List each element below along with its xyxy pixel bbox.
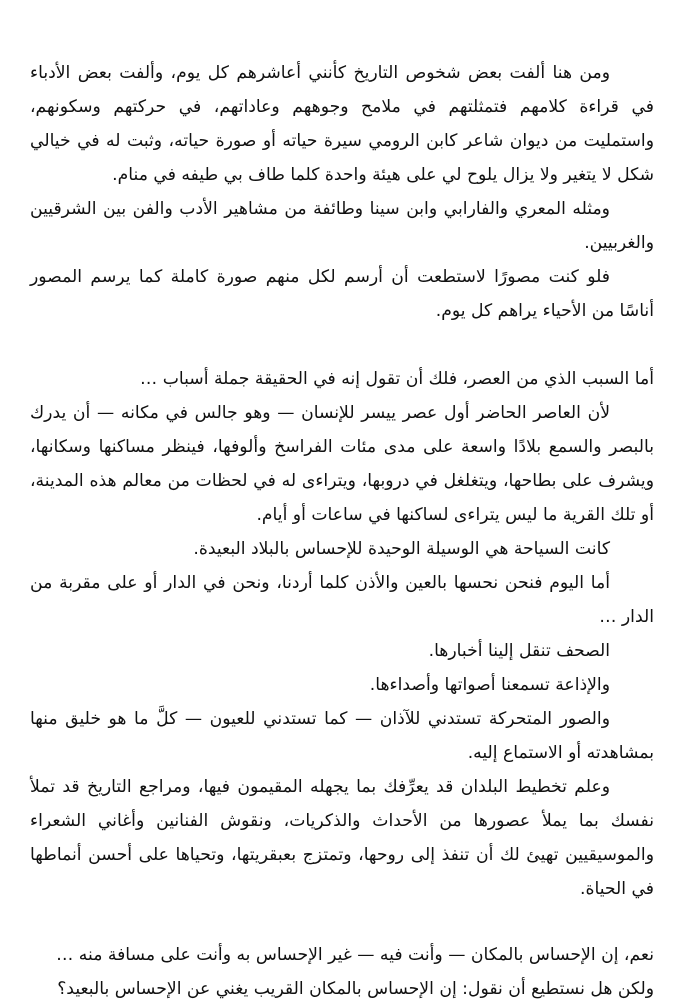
paragraph-reason-intro: أما السبب الذي من العصر، فلك أن تقول إنه في الحقيقة جملة أسباب … <box>140 369 654 389</box>
paragraph-painter: فلو كنت مصورًا لاستطعت أن أرسم لكل منهم صورة كاملة كما يرسم المصور أناسًا من الأحياء يراهم كل يوم. <box>30 267 654 321</box>
paragraph-tourism: كانت السياحة هي الوسيلة الوحيدة للإحساس بالبلاد البعيدة. <box>193 539 610 559</box>
paragraph-geography: وعلم تخطيط البلدان قد يعرِّفك بما يجهله المقيمون فيها، ومراجع التاريخ قد تملأ نفسك بما يملأ عصورها من الأحداث والذكريات، ونقوش الفنانين وأغاني الشعراء والموسيقيين تهيئ لك أن تنفذ إلى روحها، وتمتزج بعبقريتها، وتحياها على أحسن أنماطها في الحياة. <box>30 777 654 899</box>
paragraph-present-age: لأن العاصر الحاضر أول عصر ييسر للإنسان — وهو جالس في مكانه — أن يدرك بالبصر والسمع بلادًا واسعة على مدى مئات الفراسخ وألوفها، فينظر مساكنها وسكانها، ويشرف على بطاحها، ويتغلغل في دروبها، ويتراءى له في لحظات من معالم هذه المدينة، أو تلك القرية ما ليس يتراءى لساكنها في ساعات أو أيام. <box>30 403 654 525</box>
paragraph-today: أما اليوم فنحن نحسها بالعين والأذن كلما أردنا، ونحن في الدار أو على مقربة من الدار … <box>30 573 654 627</box>
paragraph-maarri: ومثله المعري والفارابي وابن سينا وطائفة من مشاهير الأدب والفن بين الشرقيين والغربيين. <box>30 199 654 253</box>
paragraph-newspapers: الصحف تنقل إلينا أخبارها. <box>428 641 610 661</box>
paragraph-motion-pictures: والصور المتحركة تستدني للآذان — كما تستدني للعيون — كلَّ ما هو خليق منها بمشاهدته أو الاستماع إليه. <box>30 709 654 763</box>
paragraph-radio: والإذاعة تسمعنا أصواتها وأصداءها. <box>369 675 610 695</box>
paragraph-sense-of-place: نعم، إن الإحساس بالمكان — وأنت فيه — غير الإحساس به وأنت على مسافة منه … <box>56 945 654 965</box>
paragraph-question: ولكن هل نستطيع أن نقول: إن الإحساس بالمكان القريب يغني عن الإحساس بالبعيد؟ <box>57 979 654 999</box>
paragraph-history-figures: ومن هنا ألفت بعض شخوص التاريخ كأنني أعاشرهم كل يوم، وألفت بعض الأدباء في قراءة كلامهم فتمثلتهم في ملامح وجوههم وعاداتهم، في حركتهم وسكونهم، واستمليت من ديوان شاعر كابن الرومي سيرة حياته أو صورة حياته، وثبت له في خيالي شكل لا يتغير ولا يزال يلوح لي على هيئة واحدة كلما طاف بي طيفه في منام. <box>30 63 654 185</box>
text-column <box>30 56 654 1006</box>
